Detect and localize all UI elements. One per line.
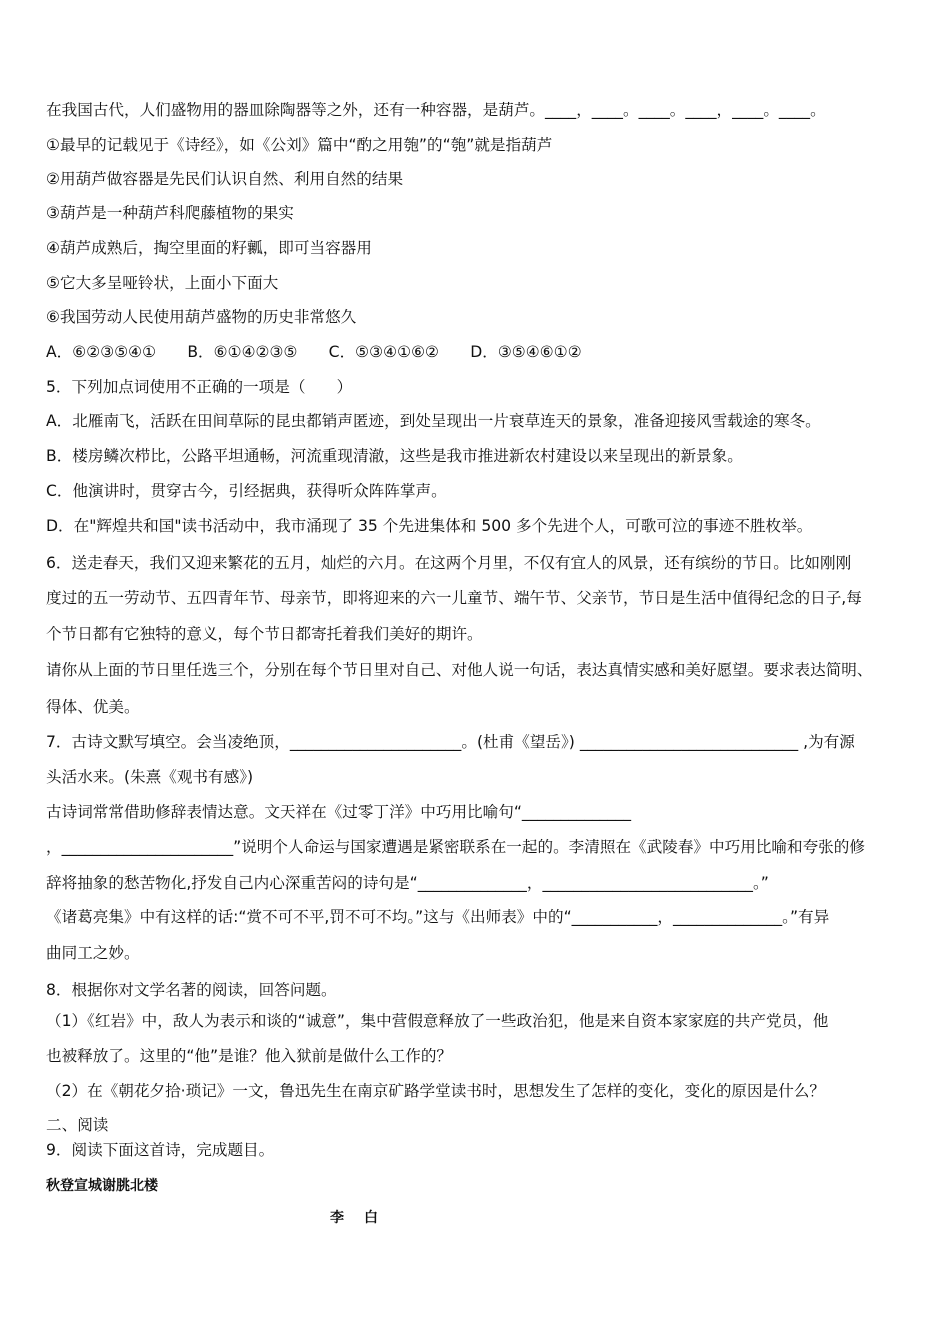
- q9-stem: 9．阅读下面这首诗，完成题目。: [46, 1141, 275, 1159]
- q7-line: 7．古诗文默写填空。会当凌绝顶，______________________。(杜甫《望岳》) ____________________________ ,为有源: [46, 733, 855, 751]
- q5-stem: 5．下列加点词使用不正确的一项是（ ）: [46, 378, 353, 396]
- poem-author: 李白: [330, 1210, 398, 1226]
- q5-option-c: C．他演讲时，贯穿古今，引经据典，获得听众阵阵掌声。: [46, 482, 447, 500]
- q6-line: 度过的五一劳动节、五四青年节、母亲节，即将迎来的六一儿童节、端午节、父亲节，节日是生活中值得纪念的日子,每: [46, 589, 862, 607]
- q6-line: 得体、优美。: [46, 698, 140, 716]
- q4-item-1: ①最早的记载见于《诗经》，如《公刘》篇中“酌之用匏”的“匏”就是指葫芦: [46, 136, 553, 154]
- q7-line: 头活水来。(朱熹《观书有感》): [46, 768, 254, 786]
- q5-option-b: B．楼房鳞次栉比，公路平坦通畅，河流重现清澈，这些是我市推进新农村建设以来呈现出的新景象。: [46, 447, 743, 465]
- q7-line: 古诗词常常借助修辞表情达意。文天祥在《过零丁洋》中巧用比喻句“______________: [46, 803, 632, 821]
- q8-sub2: （2）在《朝花夕拾·琐记》一文，鲁迅先生在南京矿路学堂读书时，思想发生了怎样的变化，变化的原因是什么？: [46, 1082, 825, 1100]
- q7-line: 《诸葛亮集》中有这样的话:“赏不可不平,罚不可不均。”这与《出师表》中的“___________，______________。”有异: [46, 908, 830, 926]
- poem-title: 秋登宣城谢朓北楼: [46, 1178, 158, 1194]
- q4-options: A．⑥②③⑤④① B．⑥①④②③⑤ C．⑤③④①⑥② D．③⑤④⑥①②: [46, 343, 582, 361]
- q4-item-4: ④葫芦成熟后，掏空里面的籽瓤，即可当容器用: [46, 239, 372, 257]
- q6-line: 6．送走春天，我们又迎来繁花的五月，灿烂的六月。在这两个月里，不仅有宜人的风景，还有缤纷的节日。比如刚刚: [46, 554, 852, 572]
- q6-line: 个节日都有它独特的意义，每个节日都寄托着我们美好的期许。: [46, 625, 483, 643]
- q7-line: ，______________________”说明个人命运与国家遭遇是紧密联系在一起的。李清照在《武陵春》中巧用比喻和夸张的修: [46, 838, 865, 856]
- q6-line: 请你从上面的节日里任选三个，分别在每个节日里对自己、对他人说一句话，表达真情实感和美好愿望。要求表达简明、: [46, 661, 873, 679]
- q5-option-d: D．在"辉煌共和国"读书活动中，我市涌现了 35 个先进集体和 500 多个先进个人，可歌可泣的事迹不胜枚举。: [46, 517, 813, 535]
- q8-sub1-cont: 也被释放了。这里的“他”是谁？他入狱前是做什么工作的？: [46, 1047, 453, 1065]
- q4-intro: 在我国古代，人们盛物用的器皿除陶器等之外，还有一种容器，是葫芦。____，____。____。____，____。____。: [46, 101, 826, 119]
- q4-item-5: ⑤它大多呈哑铃状，上面小下面大: [46, 274, 279, 292]
- q4-item-2: ②用葫芦做容器是先民们认识自然、利用自然的结果: [46, 170, 404, 188]
- q5-option-a: A．北雁南飞，活跃在田间草际的昆虫都销声匿迹，到处呈现出一片衰草连天的景象，准备迎接风雪载途的寒冬。: [46, 412, 821, 430]
- q4-item-3: ③葫芦是一种葫芦科爬藤植物的果实: [46, 204, 294, 222]
- q7-line: 辞将抽象的愁苦物化,抒发自己内心深重苦闷的诗句是“______________，___________________________。”: [46, 874, 769, 892]
- q8-sub1: （1）《红岩》中，敌人为表示和谈的“诚意”，集中营假意释放了一些政治犯，他是来自资本家家庭的共产党员，他: [46, 1012, 829, 1030]
- q8-stem: 8．根据你对文学名著的阅读，回答问题。: [46, 981, 337, 999]
- q4-item-6: ⑥我国劳动人民使用葫芦盛物的历史非常悠久: [46, 308, 357, 326]
- section-heading: 二、阅读: [46, 1116, 109, 1134]
- q7-line: 曲同工之妙。: [46, 944, 140, 962]
